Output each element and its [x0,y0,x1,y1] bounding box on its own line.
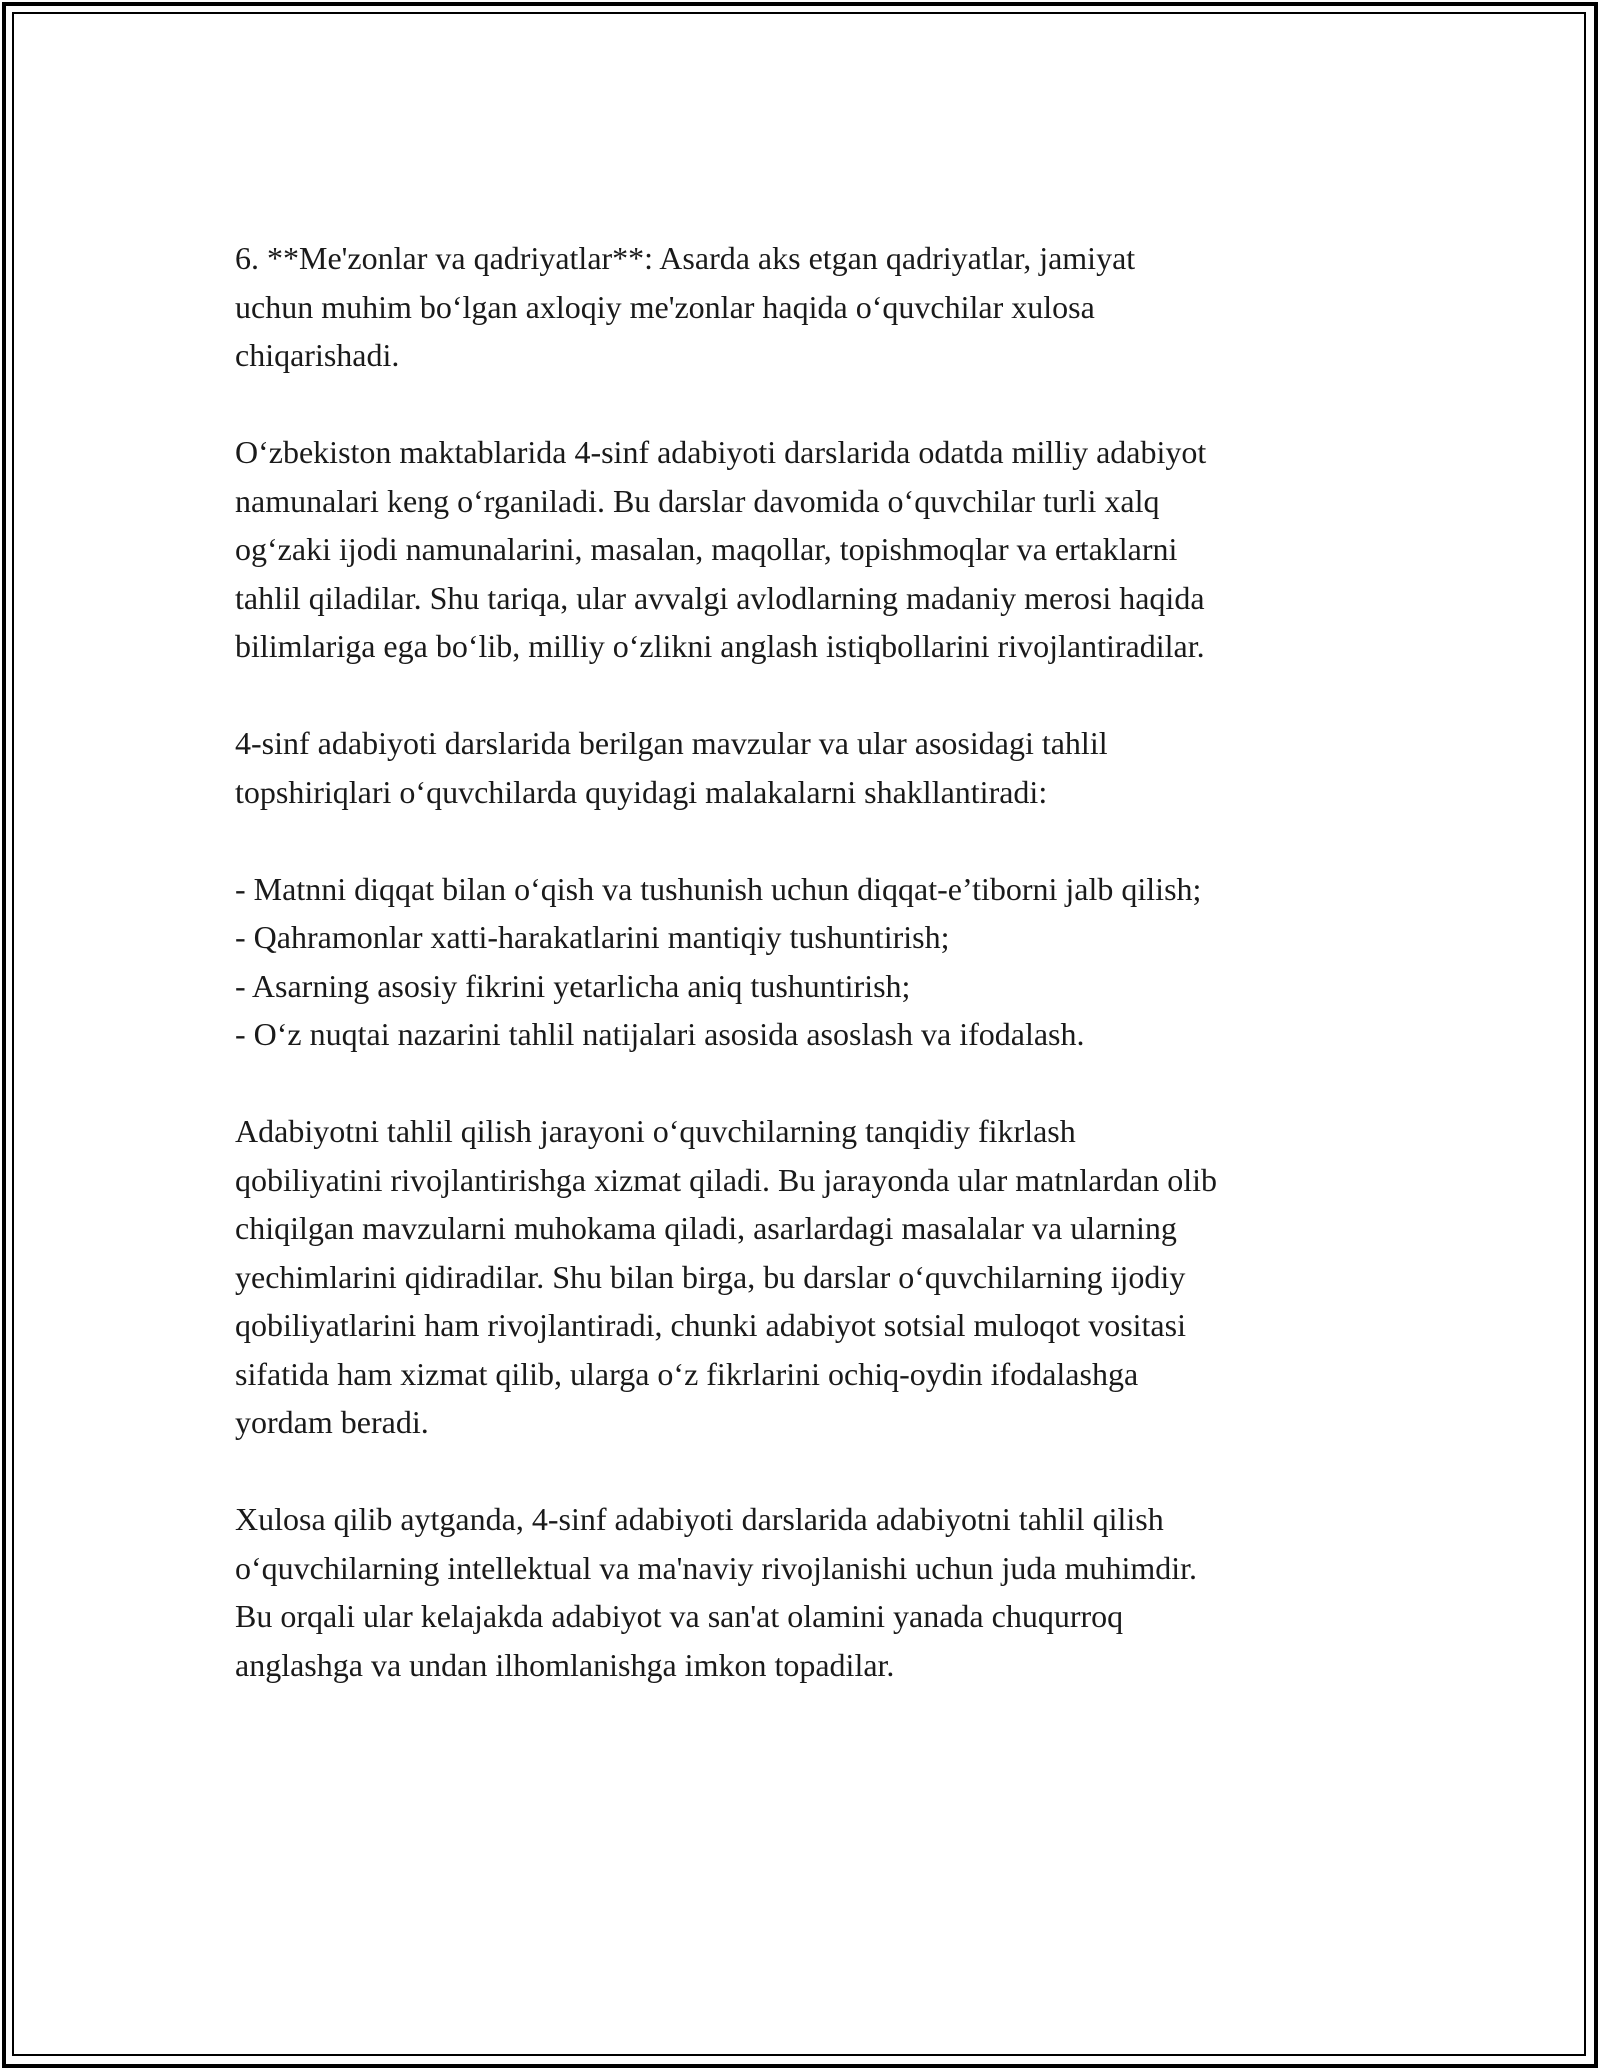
skills-list [235,865,1375,1059]
skills-list-item: - Asarning asosiy fikrini yetarlicha aniq tushuntirish; [235,967,911,1004]
paragraph-critical-thinking: Adabiyotni tahlil qilish jarayoni o‘quvchilarning tanqidiy fikrlash qobiliyatini rivojlantirishga xizmat qiladi. Bu jarayonda ular matnlardan olib chiqilgan mavzularni muhokama qiladi, asarlardagi masalalar va ularning yechimlarini qidiradilar. Shu bilan birga, bu darslar o‘quvchilarning ijodiy qobiliyatlarini ham rivojlantiradi, chunki adabiyot sotsial muloqot vositasi sifatida ham xizmat qilib, ularga o‘z fikrlarini ochiq-oydin ifodalashga yordam beradi. [235,1113,1217,1440]
paragraph-skills-intro: 4-sinf adabiyoti darslarida berilgan mavzular va ular asosidagi tahlil topshiriqlari o‘quvchilarda quyidagi malakalarni shakllantiradi: [235,725,1108,810]
paragraph-conclusion: Xulosa qilib aytganda, 4-sinf adabiyoti darslarida adabiyotni tahlil qilish o‘quvchilarning intellektual va ma'naviy rivojlanishi uchun juda muhimdir. Bu orqali ular kelajakda adabiyot va san'at olamini yanada chuqurroq anglashga va undan ilhomlanishga imkon topadilar. [235,1501,1198,1683]
skills-list-item: - Qahramonlar xatti-harakatlarini mantiqiy tushuntirish; [235,919,950,955]
skills-list-item: - Matnni diqqat bilan o‘qish va tushunish uchun diqqat-e’tiborni jalb qilish; [235,870,1202,907]
paragraph-uzbek-schools: O‘zbekiston maktablarida 4-sinf adabiyoti darslarida odatda milliy adabiyot namunalari keng o‘rganiladi. Bu darslar davomida o‘quvchilar turli xalq og‘zaki ijodi namunalarini, masalan, maqollar, topishmoqlar va ertaklarni tahlil qiladilar. Shu tariqa, ular avvalgi avlodlarning madaniy merosi haqida bilimlariga ega bo‘lib, milliy o‘zlikni anglash istiqbollarini rivojlantiradilar. [235,434,1207,664]
paragraph-criteria-values: 6. **Me'zonlar va qadriyatlar**: Asarda aks etgan qadriyatlar, jamiyat uchun muhim bo‘lgan axloqiy me'zonlar haqida o‘quvchilar xulosa chiqarishadi. [235,240,1136,373]
skills-list-item: - O‘z nuqtai nazarini tahlil natijalari asosida asoslash va ifodalash. [235,1016,1085,1052]
document-body [235,234,1375,1738]
